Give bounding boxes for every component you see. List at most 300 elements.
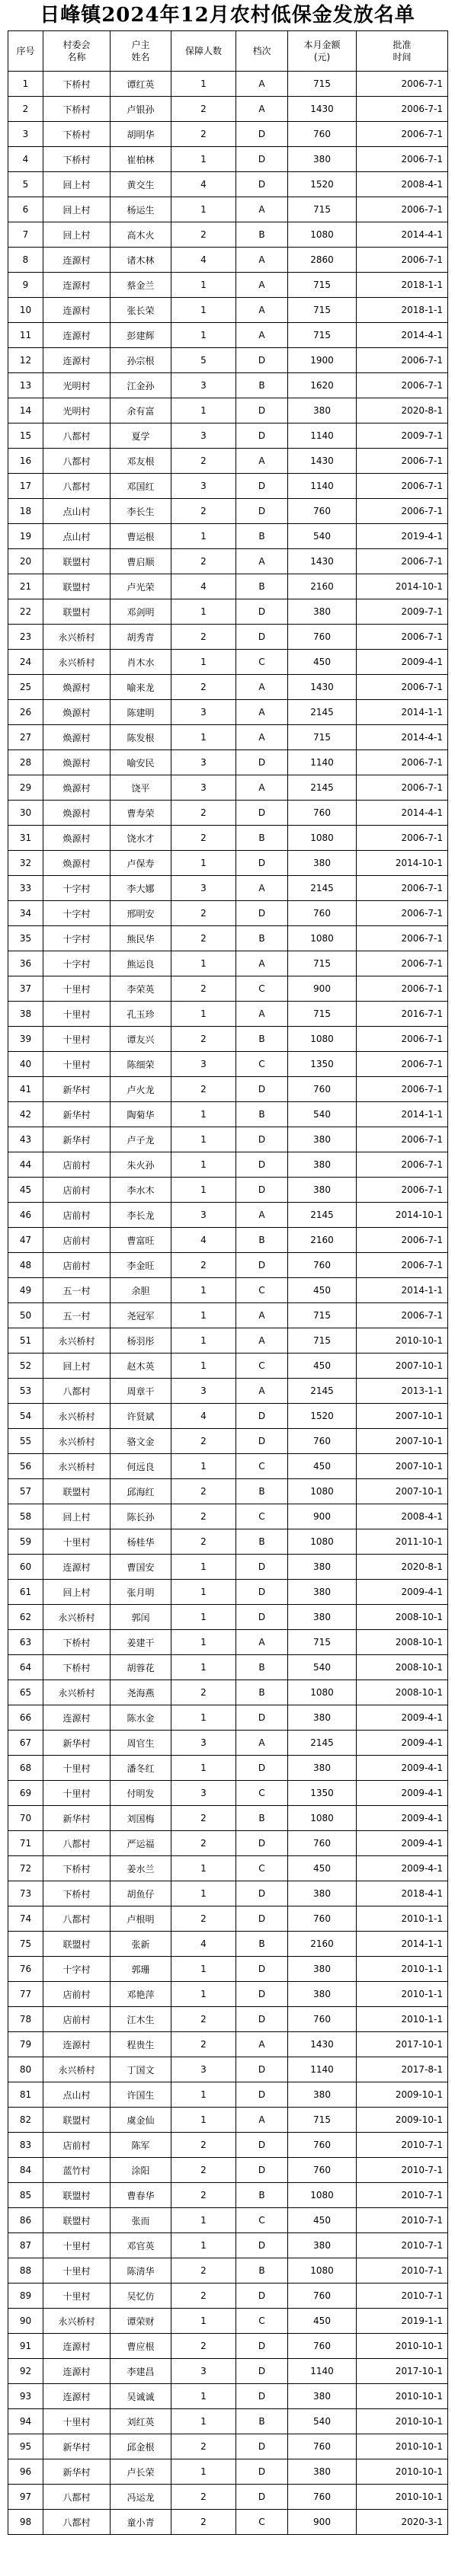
cell-approval-date: 2008-10-1 <box>357 1680 448 1705</box>
cell-serial: 11 <box>8 323 43 348</box>
cell-householder: 黄交生 <box>111 172 171 197</box>
cell-village: 点山村 <box>43 524 111 549</box>
cell-amount: 380 <box>288 1580 357 1605</box>
cell-amount: 450 <box>288 1454 357 1479</box>
cell-village: 连源村 <box>43 2032 111 2057</box>
cell-village: 八都村 <box>43 449 111 474</box>
cell-serial: 90 <box>8 2309 43 2334</box>
cell-serial: 31 <box>8 826 43 851</box>
cell-grade: A <box>236 197 288 222</box>
cell-serial: 18 <box>8 499 43 524</box>
cell-approval-date: 2007-10-1 <box>357 1429 448 1454</box>
cell-approval-date: 2007-10-1 <box>357 1404 448 1429</box>
cell-approval-date: 2017-8-1 <box>357 2057 448 2082</box>
cell-village: 回上村 <box>43 1580 111 1605</box>
cell-persons: 2 <box>171 625 236 650</box>
cell-persons: 2 <box>171 2158 236 2183</box>
cell-amount: 715 <box>288 323 357 348</box>
cell-serial: 6 <box>8 197 43 222</box>
table-row <box>8 474 448 499</box>
table-row <box>8 1328 448 1354</box>
cell-householder: 姜水兰 <box>111 1856 171 1881</box>
cell-village: 焕源村 <box>43 750 111 775</box>
cell-village: 永兴桥村 <box>43 650 111 675</box>
cell-approval-date: 2006-7-1 <box>357 72 448 97</box>
cell-householder: 谭荣财 <box>111 2309 171 2334</box>
cell-village: 八都村 <box>43 2510 111 2535</box>
cell-householder: 何远良 <box>111 1454 171 1479</box>
cell-householder: 张月明 <box>111 1580 171 1605</box>
cell-serial: 13 <box>8 373 43 398</box>
cell-householder: 李长生 <box>111 499 171 524</box>
cell-householder: 谭友兴 <box>111 1027 171 1052</box>
cell-persons: 3 <box>171 1731 236 1756</box>
cell-householder: 曹运根 <box>111 524 171 549</box>
cell-householder: 周章干 <box>111 1379 171 1404</box>
table-row <box>8 1278 448 1303</box>
cell-householder: 曹寿荣 <box>111 801 171 826</box>
cell-approval-date: 2010-7-1 <box>357 2133 448 2158</box>
cell-persons: 3 <box>171 700 236 725</box>
cell-amount: 1520 <box>288 1404 357 1429</box>
cell-persons: 2 <box>171 2434 236 2459</box>
cell-amount: 760 <box>288 625 357 650</box>
cell-serial: 55 <box>8 1429 43 1454</box>
cell-grade: D <box>236 2284 288 2309</box>
cell-serial: 42 <box>8 1102 43 1127</box>
cell-approval-date: 2006-7-1 <box>357 549 448 574</box>
cell-amount: 760 <box>288 2284 357 2309</box>
table-row <box>8 1228 448 1253</box>
cell-persons: 1 <box>171 1102 236 1127</box>
cell-village: 点山村 <box>43 499 111 524</box>
cell-persons: 2 <box>171 2032 236 2057</box>
cell-amount: 450 <box>288 1856 357 1881</box>
cell-persons: 1 <box>171 298 236 323</box>
cell-grade: A <box>236 1630 288 1655</box>
cell-serial: 37 <box>8 976 43 1002</box>
table-row <box>8 2032 448 2057</box>
cell-persons: 1 <box>171 147 236 172</box>
cell-approval-date: 2006-7-1 <box>357 926 448 951</box>
cell-persons: 4 <box>171 1404 236 1429</box>
cell-village: 光明村 <box>43 373 111 398</box>
cell-village: 联盟村 <box>43 2108 111 2133</box>
cell-grade: D <box>236 122 288 147</box>
cell-householder: 赵木英 <box>111 1354 171 1379</box>
cell-persons: 2 <box>171 2284 236 2309</box>
cell-grade: D <box>236 625 288 650</box>
cell-householder: 程贵生 <box>111 2032 171 2057</box>
cell-serial: 15 <box>8 423 43 449</box>
cell-serial: 75 <box>8 1932 43 1957</box>
cell-persons: 2 <box>171 826 236 851</box>
cell-serial: 44 <box>8 1152 43 1178</box>
cell-village: 下桥村 <box>43 1856 111 1881</box>
table-row <box>8 1906 448 1932</box>
cell-serial: 17 <box>8 474 43 499</box>
cell-serial: 59 <box>8 1529 43 1555</box>
cell-householder: 陈军 <box>111 2133 171 2158</box>
cell-serial: 43 <box>8 1127 43 1152</box>
cell-village: 十字村 <box>43 1957 111 1982</box>
cell-persons: 3 <box>171 775 236 801</box>
cell-persons: 1 <box>171 2233 236 2258</box>
table-row <box>8 1178 448 1203</box>
cell-approval-date: 2006-7-1 <box>357 449 448 474</box>
cell-amount: 380 <box>288 2233 357 2258</box>
cell-amount: 380 <box>288 851 357 876</box>
cell-village: 回上村 <box>43 197 111 222</box>
cell-householder: 李大娜 <box>111 876 171 901</box>
cell-grade: D <box>236 2133 288 2158</box>
cell-grade: D <box>236 851 288 876</box>
table-row <box>8 298 448 323</box>
cell-persons: 2 <box>171 1831 236 1856</box>
cell-approval-date: 2006-7-1 <box>357 876 448 901</box>
cell-serial: 27 <box>8 725 43 750</box>
cell-serial: 68 <box>8 1756 43 1781</box>
cell-approval-date: 2017-10-1 <box>357 2359 448 2384</box>
table-row <box>8 323 448 348</box>
cell-persons: 1 <box>171 2459 236 2485</box>
cell-grade: D <box>236 1429 288 1454</box>
cell-persons: 1 <box>171 1630 236 1655</box>
cell-grade: D <box>236 599 288 625</box>
cell-village: 新华村 <box>43 1731 111 1756</box>
cell-grade: D <box>236 1555 288 1580</box>
cell-grade: D <box>236 147 288 172</box>
cell-grade: A <box>236 1002 288 1027</box>
cell-village: 下桥村 <box>43 1881 111 1906</box>
cell-grade: B <box>236 1479 288 1504</box>
table-row <box>8 398 448 423</box>
cell-amount: 1350 <box>288 1781 357 1806</box>
cell-village: 回上村 <box>43 222 111 248</box>
cell-persons: 1 <box>171 650 236 675</box>
header-row <box>8 31 448 72</box>
cell-village: 联盟村 <box>43 574 111 599</box>
cell-persons: 1 <box>171 2208 236 2233</box>
cell-amount: 715 <box>288 1002 357 1027</box>
cell-approval-date: 2006-7-1 <box>357 248 448 273</box>
cell-grade: B <box>236 1932 288 1957</box>
cell-householder: 张长荣 <box>111 298 171 323</box>
cell-amount: 2145 <box>288 876 357 901</box>
cell-amount: 450 <box>288 650 357 675</box>
cell-grade: A <box>236 97 288 122</box>
cell-amount: 380 <box>288 2459 357 2485</box>
cell-serial: 85 <box>8 2183 43 2208</box>
cell-approval-date: 2006-7-1 <box>357 1077 448 1102</box>
table-row <box>8 599 448 625</box>
cell-amount: 2860 <box>288 248 357 273</box>
cell-amount: 1900 <box>288 348 357 373</box>
cell-serial: 45 <box>8 1178 43 1203</box>
cell-grade: D <box>236 1982 288 2007</box>
cell-householder: 严运福 <box>111 1831 171 1856</box>
cell-amount: 450 <box>288 2208 357 2233</box>
cell-serial: 22 <box>8 599 43 625</box>
cell-village: 连源村 <box>43 2384 111 2409</box>
cell-amount: 380 <box>288 1605 357 1630</box>
table-row <box>8 574 448 599</box>
table-row <box>8 1479 448 1504</box>
cell-village: 八都村 <box>43 423 111 449</box>
cell-approval-date: 2010-7-1 <box>357 2208 448 2233</box>
cell-village: 八都村 <box>43 474 111 499</box>
cell-householder: 胡明华 <box>111 122 171 147</box>
cell-amount: 380 <box>288 1957 357 1982</box>
cell-serial: 24 <box>8 650 43 675</box>
cell-approval-date: 2009-4-1 <box>357 1580 448 1605</box>
cell-persons: 1 <box>171 1856 236 1881</box>
cell-amount: 1080 <box>288 826 357 851</box>
cell-persons: 2 <box>171 675 236 700</box>
cell-amount: 760 <box>288 2007 357 2032</box>
cell-amount: 380 <box>288 2082 357 2108</box>
cell-amount: 2145 <box>288 775 357 801</box>
cell-householder: 陈清华 <box>111 2258 171 2284</box>
table-row <box>8 2334 448 2359</box>
cell-persons: 1 <box>171 1982 236 2007</box>
cell-grade: A <box>236 449 288 474</box>
cell-householder: 饶水才 <box>111 826 171 851</box>
cell-approval-date: 2006-7-1 <box>357 348 448 373</box>
table-row <box>8 147 448 172</box>
table-row <box>8 951 448 976</box>
cell-approval-date: 2006-7-1 <box>357 1027 448 1052</box>
cell-grade: C <box>236 1856 288 1881</box>
cell-grade: C <box>236 1354 288 1379</box>
cell-householder: 李荣英 <box>111 976 171 1002</box>
cell-householder: 胡秀青 <box>111 625 171 650</box>
table-row <box>8 423 448 449</box>
cell-approval-date: 2009-4-1 <box>357 1856 448 1881</box>
cell-approval-date: 2008-4-1 <box>357 172 448 197</box>
cell-grade: A <box>236 1731 288 1756</box>
cell-householder: 蔡金兰 <box>111 273 171 298</box>
cell-grade: D <box>236 2434 288 2459</box>
cell-householder: 周官生 <box>111 1731 171 1756</box>
table-row <box>8 675 448 700</box>
cell-persons: 1 <box>171 851 236 876</box>
table-row <box>8 2434 448 2459</box>
cell-village: 新华村 <box>43 1806 111 1831</box>
table-row <box>8 1932 448 1957</box>
cell-persons: 1 <box>171 1454 236 1479</box>
cell-amount: 380 <box>288 1555 357 1580</box>
cell-village: 店前村 <box>43 1982 111 2007</box>
cell-grade: D <box>236 1127 288 1152</box>
header-village: 村委会 名称 <box>43 31 111 72</box>
cell-householder: 吴忆仿 <box>111 2284 171 2309</box>
cell-approval-date: 2006-7-1 <box>357 1127 448 1152</box>
cell-amount: 760 <box>288 1429 357 1454</box>
cell-householder: 彭建辉 <box>111 323 171 348</box>
cell-householder: 胡蓉花 <box>111 1655 171 1680</box>
cell-householder: 许贤斌 <box>111 1404 171 1429</box>
cell-grade: C <box>236 1504 288 1529</box>
table-row <box>8 775 448 801</box>
cell-amount: 1080 <box>288 1479 357 1504</box>
cell-village: 焕源村 <box>43 675 111 700</box>
cell-approval-date: 2008-10-1 <box>357 1605 448 1630</box>
cell-grade: A <box>236 2032 288 2057</box>
cell-persons: 1 <box>171 1580 236 1605</box>
table-row <box>8 926 448 951</box>
cell-persons: 1 <box>171 2384 236 2409</box>
cell-village: 联盟村 <box>43 1932 111 1957</box>
cell-amount: 760 <box>288 1077 357 1102</box>
table-row <box>8 2208 448 2233</box>
cell-approval-date: 2006-7-1 <box>357 951 448 976</box>
cell-amount: 715 <box>288 298 357 323</box>
table-row <box>8 1705 448 1731</box>
cell-householder: 卢保寿 <box>111 851 171 876</box>
cell-amount: 1620 <box>288 373 357 398</box>
cell-amount: 1140 <box>288 474 357 499</box>
cell-village: 联盟村 <box>43 1479 111 1504</box>
cell-persons: 1 <box>171 273 236 298</box>
cell-village: 十里村 <box>43 1002 111 1027</box>
cell-grade: B <box>236 2409 288 2434</box>
cell-persons: 2 <box>171 1680 236 1705</box>
cell-persons: 3 <box>171 1052 236 1077</box>
table-row <box>8 1077 448 1102</box>
cell-serial: 1 <box>8 72 43 97</box>
cell-grade: B <box>236 1102 288 1127</box>
cell-village: 十字村 <box>43 951 111 976</box>
cell-grade: A <box>236 1203 288 1228</box>
cell-serial: 84 <box>8 2158 43 2183</box>
cell-persons: 3 <box>171 750 236 775</box>
cell-grade: D <box>236 901 288 926</box>
cell-village: 焕源村 <box>43 851 111 876</box>
table-row <box>8 2359 448 2384</box>
cell-grade: B <box>236 1027 288 1052</box>
cell-persons: 1 <box>171 1278 236 1303</box>
cell-amount: 2160 <box>288 574 357 599</box>
cell-grade: D <box>236 1404 288 1429</box>
cell-amount: 715 <box>288 725 357 750</box>
cell-grade: B <box>236 222 288 248</box>
cell-grade: D <box>236 499 288 524</box>
cell-grade: D <box>236 1881 288 1906</box>
cell-amount: 450 <box>288 1354 357 1379</box>
cell-householder: 喻来龙 <box>111 675 171 700</box>
cell-amount: 2160 <box>288 1932 357 1957</box>
cell-grade: A <box>236 775 288 801</box>
cell-householder: 童小青 <box>111 2510 171 2535</box>
cell-approval-date: 2006-7-1 <box>357 122 448 147</box>
cell-village: 连源村 <box>43 323 111 348</box>
cell-amount: 2145 <box>288 1203 357 1228</box>
cell-village: 永兴桥村 <box>43 1454 111 1479</box>
cell-serial: 62 <box>8 1605 43 1630</box>
cell-approval-date: 2006-7-1 <box>357 1253 448 1278</box>
cell-village: 永兴桥村 <box>43 1404 111 1429</box>
cell-serial: 28 <box>8 750 43 775</box>
cell-grade: D <box>236 1906 288 1932</box>
table-row <box>8 2510 448 2535</box>
cell-serial: 70 <box>8 1806 43 1831</box>
cell-persons: 5 <box>171 348 236 373</box>
cell-persons: 2 <box>171 1806 236 1831</box>
cell-serial: 88 <box>8 2258 43 2284</box>
cell-village: 店前村 <box>43 1178 111 1203</box>
cell-persons: 2 <box>171 2183 236 2208</box>
cell-persons: 3 <box>171 2359 236 2384</box>
table-row <box>8 700 448 725</box>
cell-serial: 73 <box>8 1881 43 1906</box>
cell-householder: 李金旺 <box>111 1253 171 1278</box>
cell-serial: 91 <box>8 2334 43 2359</box>
cell-amount: 2145 <box>288 700 357 725</box>
cell-householder: 刘国梅 <box>111 1806 171 1831</box>
cell-village: 十里村 <box>43 1756 111 1781</box>
cell-approval-date: 2013-1-1 <box>357 1379 448 1404</box>
cell-persons: 2 <box>171 122 236 147</box>
table-row <box>8 72 448 97</box>
table-row <box>8 1429 448 1454</box>
cell-serial: 41 <box>8 1077 43 1102</box>
table-row <box>8 901 448 926</box>
cell-householder: 张新 <box>111 1932 171 1957</box>
cell-householder: 邱海红 <box>111 1479 171 1504</box>
cell-village: 下桥村 <box>43 122 111 147</box>
cell-amount: 1140 <box>288 423 357 449</box>
cell-grade: B <box>236 1680 288 1705</box>
cell-village: 新华村 <box>43 2459 111 2485</box>
cell-approval-date: 2009-4-1 <box>357 650 448 675</box>
cell-householder: 曹春华 <box>111 2183 171 2208</box>
table-row <box>8 524 448 549</box>
cell-approval-date: 2006-7-1 <box>357 901 448 926</box>
cell-village: 新华村 <box>43 1102 111 1127</box>
cell-persons: 4 <box>171 574 236 599</box>
cell-approval-date: 2006-7-1 <box>357 474 448 499</box>
cell-amount: 760 <box>288 2158 357 2183</box>
cell-serial: 48 <box>8 1253 43 1278</box>
cell-persons: 3 <box>171 2057 236 2082</box>
cell-serial: 83 <box>8 2133 43 2158</box>
cell-amount: 2145 <box>288 1731 357 1756</box>
table-row <box>8 348 448 373</box>
cell-serial: 33 <box>8 876 43 901</box>
cell-amount: 715 <box>288 2108 357 2133</box>
cell-approval-date: 2010-1-1 <box>357 1982 448 2007</box>
table-row <box>8 1152 448 1178</box>
cell-village: 连源村 <box>43 348 111 373</box>
cell-village: 光明村 <box>43 398 111 423</box>
cell-village: 新华村 <box>43 1127 111 1152</box>
cell-approval-date: 2006-7-1 <box>357 499 448 524</box>
cell-approval-date: 2010-1-1 <box>357 1957 448 1982</box>
cell-approval-date: 2006-7-1 <box>357 826 448 851</box>
cell-amount: 380 <box>288 599 357 625</box>
cell-grade: D <box>236 750 288 775</box>
cell-grade: D <box>236 1580 288 1605</box>
cell-persons: 1 <box>171 1705 236 1731</box>
cell-approval-date: 2010-10-1 <box>357 2485 448 2510</box>
cell-village: 十字村 <box>43 901 111 926</box>
cell-grade: A <box>236 725 288 750</box>
cell-serial: 9 <box>8 273 43 298</box>
cell-approval-date: 2006-7-1 <box>357 976 448 1002</box>
cell-approval-date: 2014-10-1 <box>357 574 448 599</box>
cell-householder: 喻安民 <box>111 750 171 775</box>
